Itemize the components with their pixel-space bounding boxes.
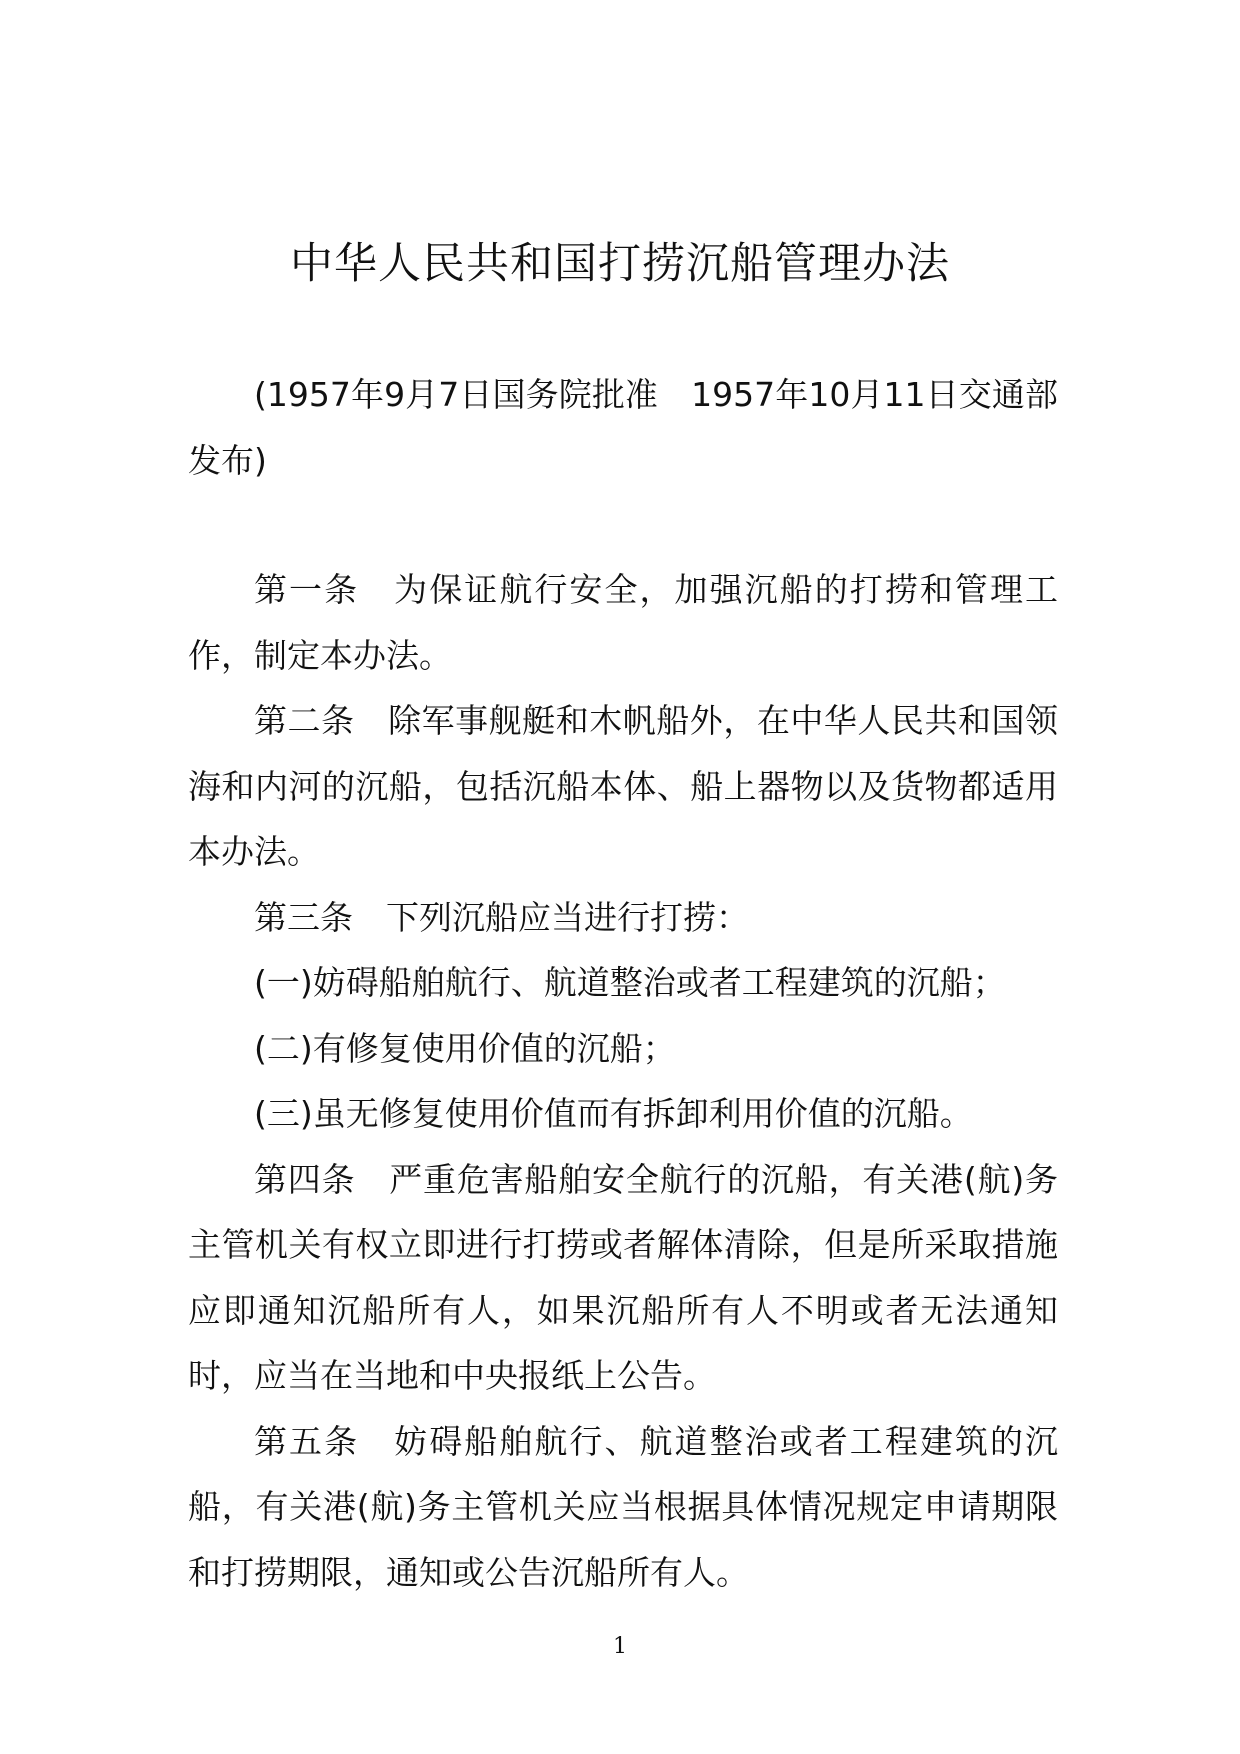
article-text: 严重危害船舶安全航行的沉船，有关港(航)务主管机关有权立即进行打捞或者解体清除，但是所采取措施应即通知沉船所有人，如果沉船所有人不明或者无法通知时，应当在当地和中央报纸上公告。 xyxy=(188,1159,1058,1395)
article-heading: 第二条 xyxy=(254,701,355,740)
article-heading: 第一条 xyxy=(254,570,360,609)
article-text: 下列沉船应当进行打捞： xyxy=(386,897,749,937)
list-item-text: (一)妨碍船舶航行、航道整治或者工程建筑的沉船； xyxy=(254,963,1006,1002)
articles-section xyxy=(188,557,1058,1605)
article-heading: 第五条 xyxy=(254,1421,360,1461)
article-3 xyxy=(188,885,1058,951)
article-text: 除军事舰艇和木帆船外，在中华人民共和国领海和内河的沉船，包括沉船本体、船上器物以及货物都适用本办法。 xyxy=(188,701,1059,871)
article-heading: 第四条 xyxy=(254,1159,356,1199)
article-heading: 第三条 xyxy=(254,897,353,937)
article-2 xyxy=(188,688,1058,885)
document-title: 中华人民共和国打捞沉船管理办法 xyxy=(290,239,950,289)
article-1 xyxy=(188,557,1058,688)
article-text: 妨碍船舶航行、航道整治或者工程建筑的沉船，有关港(航)务主管机关应当根据具体情况规定申请期限和打捞期限，通知或公告沉船所有人。 xyxy=(188,1421,1059,1592)
article-3-item-3 xyxy=(188,1081,1058,1147)
page-number: 1 xyxy=(613,1634,627,1659)
article-3-item-1 xyxy=(188,950,1058,1016)
article-text: 为保证航行安全，加强沉船的打捞和管理工作，制定本办法。 xyxy=(188,570,1059,675)
article-4 xyxy=(188,1147,1058,1409)
list-item-text: (二)有修复使用价值的沉船； xyxy=(254,1028,676,1068)
article-5 xyxy=(188,1409,1058,1606)
article-3-item-2 xyxy=(188,1016,1058,1082)
list-item-text: (三)虽无修复使用价值而有拆卸利用价值的沉船。 xyxy=(254,1094,973,1133)
dateline-block xyxy=(188,362,1058,493)
dateline: (1957年9月7日国务院批准 1957年10月11日交通部发布) xyxy=(188,375,1058,480)
